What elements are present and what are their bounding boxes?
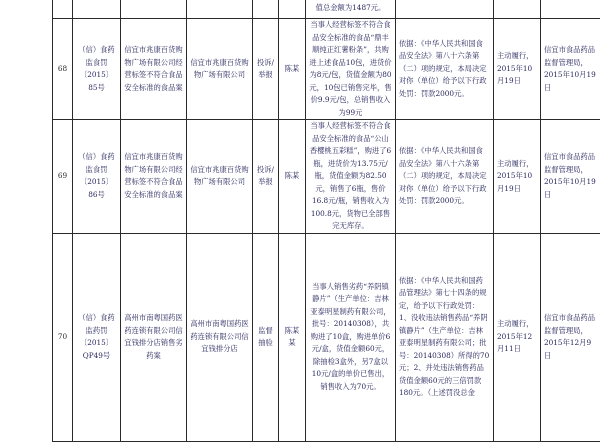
case-name: 高州市南粤国药医药连锁有限公司信宜钱排分店销售劣药案 [121, 233, 187, 441]
penalty-basis: 依据：《中华人民共和国食品安全法》第八十六条第（二）项的规定，本局决定对你（单位）给予以下行政处罚：罚款2000元。 [396, 19, 494, 120]
table-row [53, 233, 600, 441]
case-name: 信宜市兆康百货购物广场有限公司经营标签不符合食品安全标准的食品案 [121, 120, 187, 234]
party-name: 信宜市兆康百货购物广场有限公司 [187, 19, 253, 120]
penalty-table [52, 0, 600, 442]
department: 信宜市食品药品监督管理局，2015年12月9日 [541, 233, 600, 441]
row-number [53, 0, 73, 19]
penalty-basis: 依据：《中华人民共和国药品管理法》第七十四条的规定，给予以下行政处罚：1、没收违法销售药品“养阴镇静片”（生产单位：吉林亚泰明星制药有限公司；批号：20140308）所得的70元；2、并处违法销售药品货值金额60元的三倍罚款180元。（上述罚没总金 [396, 233, 494, 441]
violation-facts: 当事人销售劣药“养阴镇静片”（生产单位：吉林亚泰明星制药有限公司，批号：20140308），共购进了10盒，购进单价6元/盒，货值金额60元，除抽检3盒外，另7盒以10元/盒的单价已售出，销售收入为70元。 [306, 233, 396, 441]
department: 信宜市食品药品监督管理局，2015年10月19日 [541, 19, 600, 120]
performance [494, 0, 541, 19]
department: 信宜市食品药品监督管理局，2015年10月19日 [541, 120, 600, 234]
case-name: 信宜市兆康百货购物广场有限公司经营标签不符合食品安全标准的食品案 [121, 19, 187, 120]
handler: 陈某某 [279, 233, 306, 441]
performance: 主动履行，2015年10月19日 [494, 19, 541, 120]
performance: 主动履行，2015年10月19日 [494, 120, 541, 234]
handler: 陈某 [279, 120, 306, 234]
party-name: 信宜市兆康百货购物广场有限公司 [187, 120, 253, 234]
case-source: 监督抽验 [253, 233, 279, 441]
case-source: 投诉/举报 [253, 120, 279, 234]
handler: 陈某 [279, 19, 306, 120]
table-row [53, 19, 600, 120]
violation-facts: 当事人经营标签不符合食品安全标准的食品“公山香樱桃五彩糕”，购进了6瓶，进货价为13.75元/瓶，货值金额为82.50元，销售了6瓶，售价16.8元/瓶，销售收入为100.8元，货物已全部售完无库存。 [306, 120, 396, 234]
row-number: 68 [53, 19, 73, 120]
party-name [187, 0, 253, 19]
document-number: （信）食药监药罚〔2015〕QP49号 [73, 233, 121, 441]
violation-facts: 值总金额为1487元。 [306, 0, 396, 19]
violation-facts: 当事人经营标签不符合食品安全标准的食品“鼎丰顺纯正红薯粉条”，共购进上述食品10包，进货价为8元/包，货值金额为80元，10包已销售完毕，售价9.9元/包，总销售收入为99元 [306, 19, 396, 120]
table-row [53, 0, 600, 19]
document-number [73, 0, 121, 19]
row-number: 70 [53, 233, 73, 441]
document-number: （信）食药监食罚〔2015〕86号 [73, 120, 121, 234]
table-row [53, 120, 600, 234]
case-source: 投诉/举报 [253, 19, 279, 120]
case-name [121, 0, 187, 19]
party-name: 高州市南粤国药医药连锁有限公司信宜钱排分店 [187, 233, 253, 441]
document-number: （信）食药监食罚〔2015〕85号 [73, 19, 121, 120]
penalty-basis: 依据：《中华人民共和国食品安全法》第八十六条第（二）项的规定，本局决定对你（单位）给予以下行政处罚：罚款2000元。 [396, 120, 494, 234]
row-number: 69 [53, 120, 73, 234]
case-source [253, 0, 279, 19]
performance: 主动履行，2015年12月11日 [494, 233, 541, 441]
penalty-basis [396, 0, 494, 19]
department [541, 0, 600, 19]
handler [279, 0, 306, 19]
